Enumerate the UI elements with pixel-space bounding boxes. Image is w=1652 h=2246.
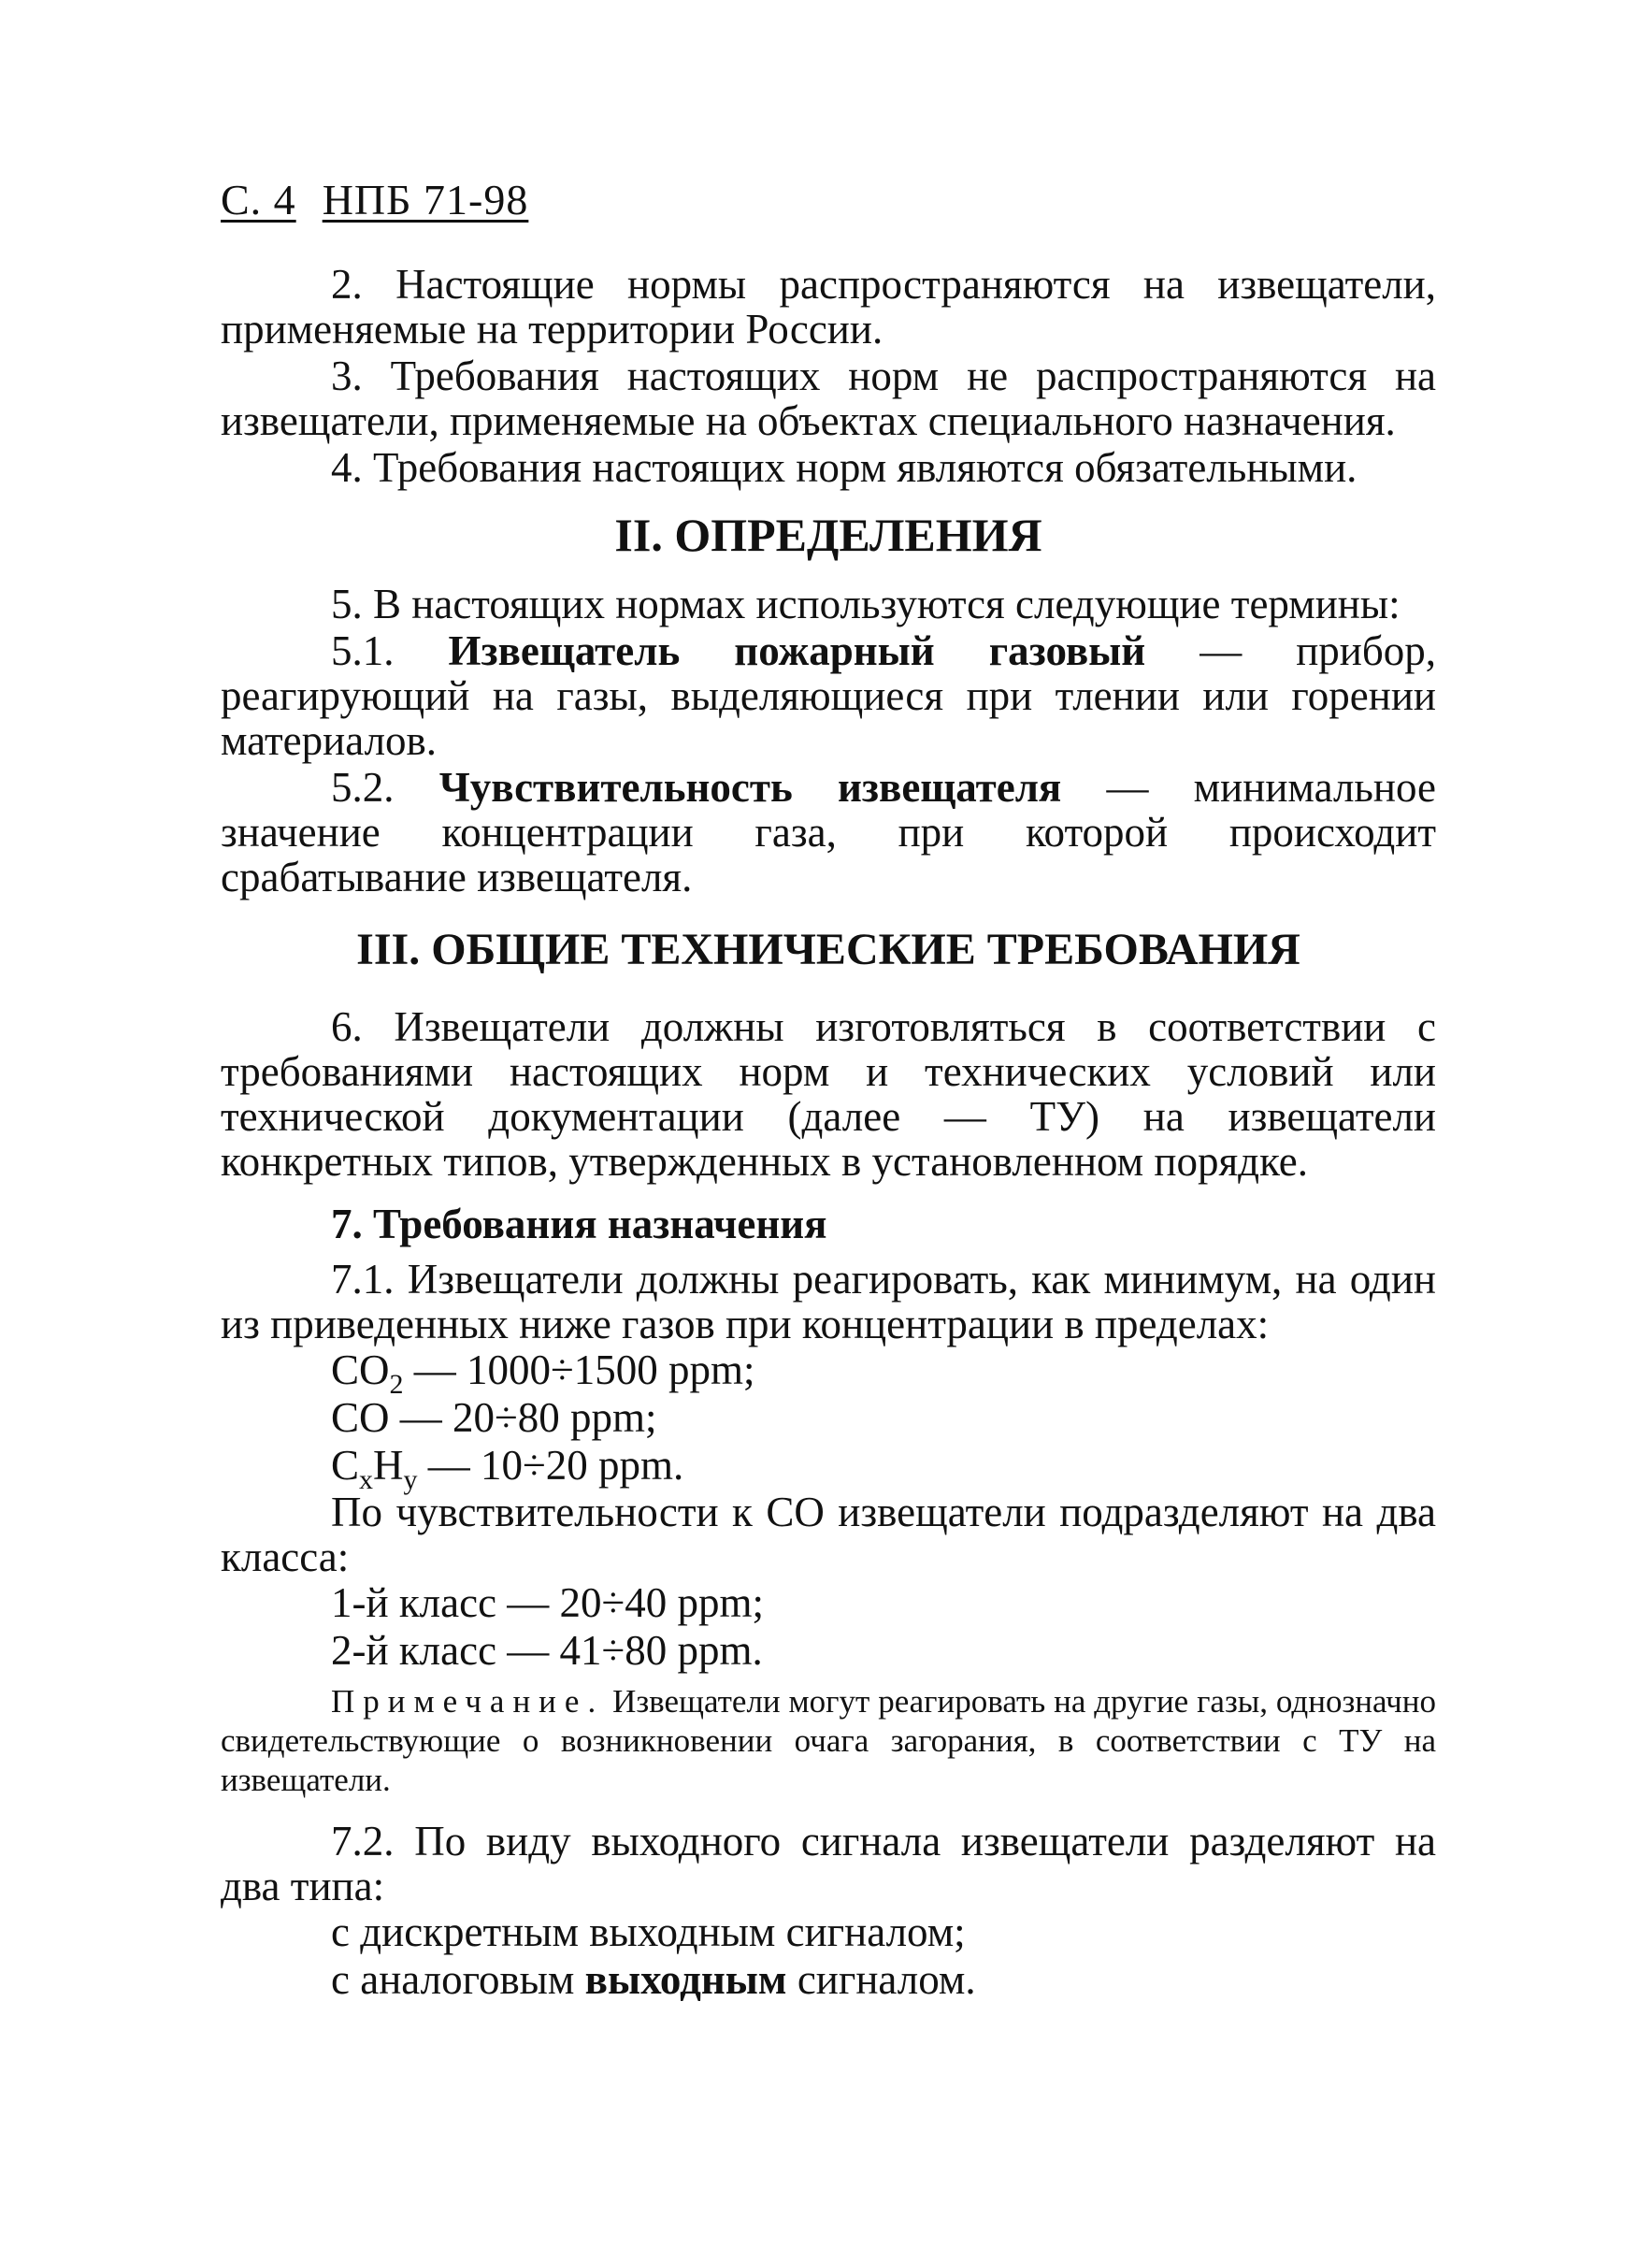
paragraph-5-1 <box>221 628 1436 763</box>
class-intro: По чувствительности к CO извещатели подразделяют на два класса: <box>221 1489 1436 1580</box>
document-page <box>221 178 1436 2004</box>
gas-cxhy <box>221 1442 1436 1495</box>
type-analog-b: выходным <box>584 1956 787 2003</box>
type-discrete: с дискретным выходным сигналом; <box>331 1908 966 1955</box>
paragraph-3: 3. Требования настоящих норм не распространяются на извещатели, применяемые на объектах специального назначения. <box>221 353 1436 444</box>
note <box>221 1682 1436 1800</box>
gas-co: CO — 20÷80 ppm; <box>331 1394 657 1441</box>
paragraph-5-2 <box>221 765 1436 900</box>
term-gas-detector: Извещатель пожарный газовый <box>448 627 1146 674</box>
page-header <box>221 178 1436 223</box>
cxhy-range: — 10÷20 ppm. <box>417 1442 684 1489</box>
cxhy-h: H <box>373 1442 404 1489</box>
co2-range: — 1000÷1500 ppm; <box>403 1346 755 1393</box>
definition-sensitivity: — минимальное значение концентрации газа, при которой происходит срабатывание извещателя. <box>221 764 1437 900</box>
type-analog-c: сигналом. <box>786 1956 976 2003</box>
paragraph-4: 4. Требования настоящих норм являются обязательными. <box>331 444 1358 491</box>
paragraph-7-1: 7.1. Извещатели должны реагировать, как минимум, на один из приведенных ниже газов при концентрации в пределах: <box>221 1256 1436 1347</box>
paragraph-5: 5. В настоящих нормах используются следующие термины: <box>331 581 1401 627</box>
note-text: Извещатели могут реагировать на другие газы, однозначно свидетельствующие о возникновении очага загорания, в соответствии с ТУ на извещатели. <box>221 1683 1436 1798</box>
type-analog-a: с аналоговым <box>331 1956 585 2003</box>
term-sensitivity: Чувствительность извещателя <box>438 764 1062 811</box>
co2-formula: CO <box>331 1346 390 1393</box>
cxhy-c: C <box>331 1442 360 1489</box>
cxhy-x-subscript: x <box>359 1464 374 1495</box>
section-3-title: III. ОБЩИЕ ТЕХНИЧЕСКИЕ ТРЕБОВАНИЯ <box>356 925 1300 974</box>
document-code: НПБ 71-98 <box>322 176 529 223</box>
paragraph-2: 2. Настоящие нормы распространяются на извещатели, применяемые на территории России. <box>221 261 1436 353</box>
section-2-title: II. ОПРЕДЕЛЕНИЯ <box>614 509 1042 561</box>
class-2: 2-й класс — 41÷80 ppm. <box>331 1627 763 1674</box>
paragraph-5-2-number: 5.2. <box>331 764 395 811</box>
paragraph-6: 6. Извещатели должны изготовляться в соответствии с требованиями настоящих норм и технических условий или технической документации (далее — ТУ) на извещатели конкретных типов, утвержденных в установленном порядке. <box>221 1003 1436 1185</box>
co2-subscript: 2 <box>389 1369 404 1400</box>
cxhy-y-subscript: y <box>403 1464 418 1495</box>
type-analog <box>221 1956 1436 2004</box>
note-label: Примечание. <box>331 1683 605 1720</box>
gas-co2 <box>221 1346 1436 1400</box>
paragraph-7-2: 7.2. По виду выходного сигнала извещатели разделяют на два типа: <box>221 1818 1436 1909</box>
paragraph-5-1-number: 5.1. <box>331 627 395 674</box>
subsection-7-title: 7. Требования назначения <box>331 1201 827 1247</box>
page-number: С. 4 <box>221 176 296 223</box>
definition-gas-detector: — прибор, реагирующий на газы, выделяющиеся при тлении или горении материалов. <box>221 627 1436 764</box>
class-1: 1-й класс — 20÷40 ppm; <box>331 1579 765 1626</box>
